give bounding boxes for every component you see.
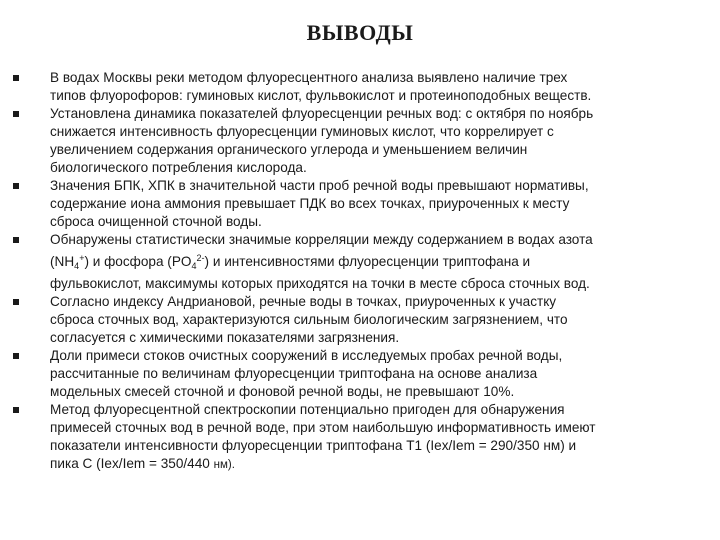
text-line: Значения БПК, ХПК в значительной части проб речной воды превышают нормативы, — [50, 178, 589, 193]
conclusions-list — [0, 69, 720, 474]
text-line: Обнаружены статистически значимые корреляции между содержанием в водах азота — [50, 232, 593, 247]
text-line: типов флуорофоров: гуминовых кислот, фульвокислот и протеиноподобных веществ. — [50, 88, 592, 103]
list-item — [0, 231, 720, 293]
text-line: содержание иона аммония превышает ПДК во всех точках, приуроченных к месту — [50, 196, 570, 211]
text-line: рассчитанные по величинам флуоресценции триптофана на основе анализа — [50, 366, 538, 381]
text-line: В водах Москвы реки методом флуоресцентного анализа выявлено наличие трех — [50, 70, 568, 85]
text-line: модельных смесей сточной и фоновой речной воды, не превышают 10%. — [50, 384, 515, 399]
text-line: фульвокислот, максимумы которых приходятся на точки в месте сброса сточных вод. — [50, 276, 590, 291]
text-line: показатели интенсивности флуоресценции триптофана Т1 (Iex/Iem = 290/350 нм) и — [50, 438, 577, 453]
list-item — [0, 177, 720, 231]
square-bullet-icon — [13, 407, 19, 413]
square-bullet-icon — [13, 353, 19, 359]
list-item — [0, 401, 720, 474]
subscript: 4 — [191, 261, 197, 271]
text-line: согласуется с химическими показателями загрязнения. — [50, 330, 400, 345]
slide-title: ВЫВОДЫ — [306, 20, 414, 45]
list-item — [0, 69, 720, 105]
text-fragment: пика С (Iex/Iem = 350/440 — [50, 456, 214, 471]
text-line: Согласно индексу Андриановой, речные воды в точках, приуроченных к участку — [50, 294, 557, 309]
superscript: 2- — [196, 253, 205, 263]
text-fragment: (NH — [50, 254, 75, 269]
text-line: Доли примеси стоков очистных сооружений в исследуемых пробах речной воды, — [50, 348, 563, 363]
text-line: сброса очищенной сточной воды. — [50, 214, 262, 229]
list-item — [0, 105, 720, 177]
list-item — [0, 293, 720, 347]
text-line: Установлена динамика показателей флуоресценции речных вод: с октября по ноябрь — [50, 106, 594, 121]
text-fragment: ) и интенсивностями флуоресценции триптофана и — [204, 254, 531, 269]
subscript: 4 — [74, 261, 80, 271]
text-line: увеличением содержания органического углерода и уменьшением величин — [50, 142, 528, 157]
text-line: снижается интенсивность флуоресценции гуминовых кислот, что коррелирует с — [50, 124, 554, 139]
text-fragment: ) и фосфора (PO — [84, 254, 192, 269]
square-bullet-icon — [13, 183, 19, 189]
text-line-formula — [50, 249, 712, 275]
text-line — [50, 455, 712, 474]
square-bullet-icon — [13, 237, 19, 243]
text-line: биологического потребления кислорода. — [50, 160, 307, 175]
square-bullet-icon — [13, 75, 19, 81]
text-fragment-small: нм). — [213, 459, 235, 471]
text-line: сброса сточных вод, характеризуются сильным биологическим загрязнением, что — [50, 312, 568, 327]
superscript: + — [79, 253, 85, 263]
text-line: Метод флуоресцентной спектроскопии потенциально пригоден для обнаружения — [50, 402, 565, 417]
square-bullet-icon — [13, 299, 19, 305]
list-item — [0, 347, 720, 401]
text-line: примесей сточных вод в речной воде, при этом наибольшую информативность имеют — [50, 420, 596, 435]
square-bullet-icon — [13, 111, 19, 117]
